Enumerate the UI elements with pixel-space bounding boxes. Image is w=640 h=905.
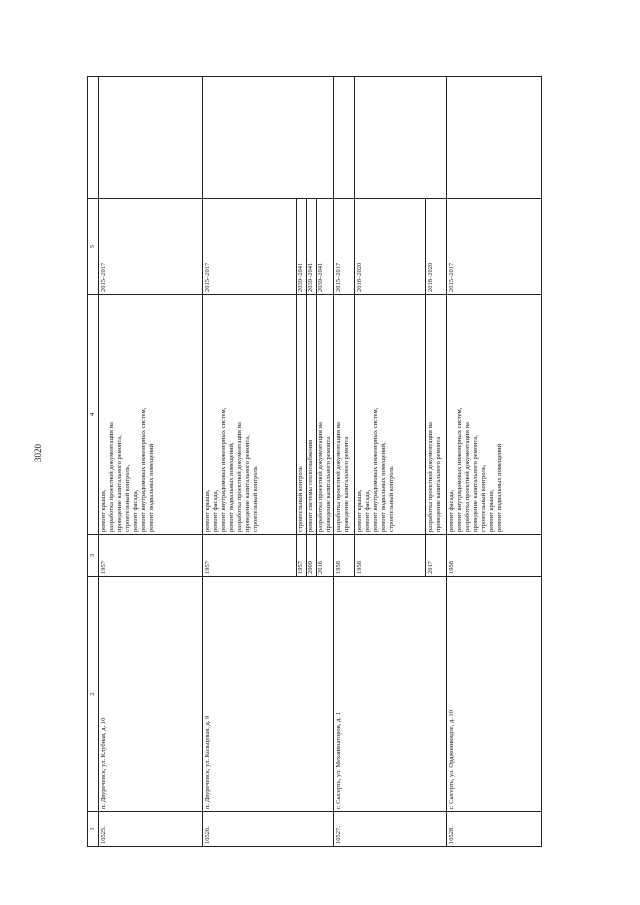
year-cell: 2017: [426, 535, 447, 577]
works-cell: строительный контроль: [297, 295, 307, 535]
header-cell: 5: [88, 199, 99, 295]
works-cell: ремонт системы теплоснабжения: [307, 295, 317, 535]
year-cell: 1957: [99, 535, 203, 577]
period-cell: 2039–2041: [307, 199, 317, 295]
works-cell: ремонт крыши, ремонт фасада, ремонт внутридомовых инженерных систем, ремонт подвальных помещений, разработка проектной документации на проведение капитального ремонта, строительный контроль: [203, 295, 297, 535]
header-cell: 4: [88, 295, 99, 535]
table-row: [203, 77, 297, 847]
address-cell: г. Сысерть, ул. Орджоникидзе, д. 10: [447, 577, 542, 812]
empty-cell: [334, 77, 355, 199]
table-row: [447, 77, 542, 847]
period-cell: 2039–2041: [297, 199, 307, 295]
works-cell: ремонт крыши, разработка проектной документации на проведение капитального ремонта, строительный контроль, ремонт фасада, ремонт внутридомовых инженерных систем, ремонт подвальных помещений: [99, 295, 203, 535]
period-cell: 2018–2020: [426, 199, 447, 295]
works-cell: ремонт крыши, ремонт фасада, ремонт внутридомовых инженерных систем, ремонт подвальных помещений, строительный контроль: [355, 295, 426, 535]
period-cell: 2015–2017: [99, 199, 203, 295]
header-cell: 2: [88, 577, 99, 812]
header-row: [88, 77, 99, 847]
empty-cell: [447, 77, 542, 199]
empty-cell: [99, 77, 203, 199]
period-cell: 2039–2041: [317, 199, 334, 295]
capital-repair-table: [87, 76, 542, 847]
year-cell: 1957: [203, 535, 297, 577]
address-cell: п. Двуреченск, ул. Кольцевая, д. 9: [203, 577, 334, 812]
page-number: 3020: [33, 444, 43, 462]
row-number: 10526.: [203, 812, 334, 847]
period-cell: 2015–2017: [334, 199, 355, 295]
row-number: 10525.: [99, 812, 203, 847]
empty-cell: [203, 77, 334, 199]
header-cell: 3: [88, 535, 99, 577]
empty-cell: [355, 77, 447, 199]
header-cell: [88, 77, 99, 199]
rotated-document-table: [87, 77, 532, 847]
works-cell: разработка проектной документации на проведение капитального ремонта: [317, 295, 334, 535]
year-cell: 1958: [334, 535, 355, 577]
year-cell: 2016: [317, 535, 334, 577]
period-cell: 2018–2020: [355, 199, 426, 295]
year-cell: 1958: [355, 535, 426, 577]
works-cell: ремонт фасада, ремонт внутридомовых инженерных систем, разработка проектной документации на проведение капитального ремонта, строительный контроль, ремонт крыши, ремонт подвальных помещений: [447, 295, 542, 535]
table-row: [99, 77, 203, 847]
period-cell: 2015–2017: [203, 199, 297, 295]
year-cell: 1958: [447, 535, 542, 577]
period-cell: 2015–2017: [447, 199, 542, 295]
row-number: 10528.: [447, 812, 542, 847]
header-cell: 1: [88, 812, 99, 847]
table-row: [334, 77, 355, 847]
year-cell: 2009: [307, 535, 317, 577]
works-cell: разработка проектной документации на проведение капитального ремонта: [334, 295, 355, 535]
year-cell: 1957: [297, 535, 307, 577]
row-number: 10527.: [334, 812, 447, 847]
works-cell: разработка проектной документации на проведение капитального ремонта: [426, 295, 447, 535]
address-cell: п. Двуреченск, ул. Клубная, д. 10: [99, 577, 203, 812]
address-cell: г. Сысерть, ул. Механизаторов, д. 1: [334, 577, 447, 812]
